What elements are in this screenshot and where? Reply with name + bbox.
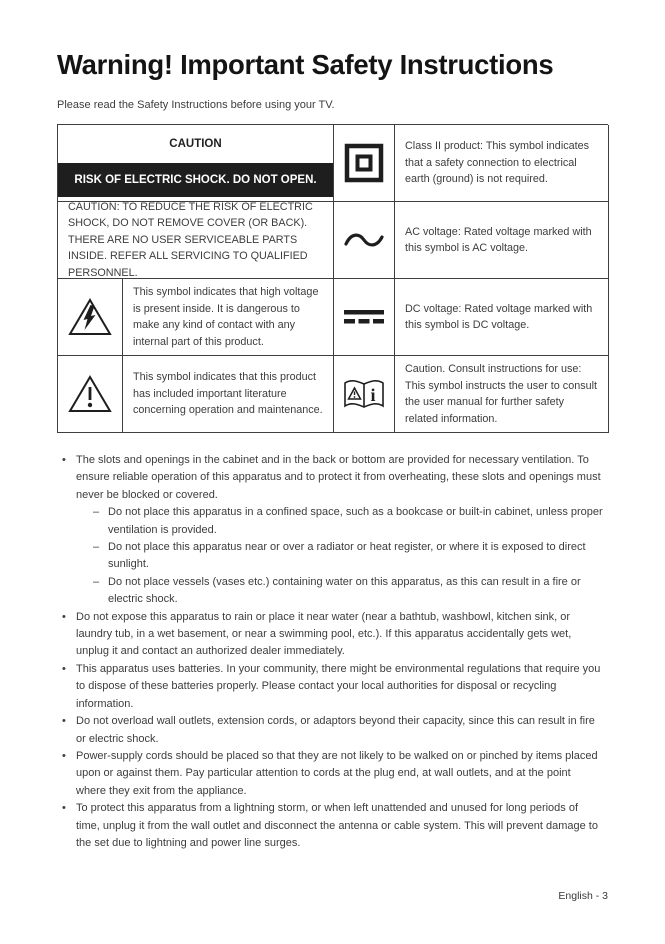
bullet-marker: • bbox=[62, 749, 66, 762]
list-item bbox=[62, 452, 603, 504]
dc-voltage-symbol-cell bbox=[334, 279, 395, 356]
list-item bbox=[62, 713, 603, 748]
high-voltage-text: This symbol indicates that high voltage is present inside. It is dangerous to make any kind of contact with any internal part of this product. bbox=[133, 286, 319, 348]
list-item-text: To protect this apparatus from a lightning storm, or when left unattended and unused for long periods of time, unplug it from the wall outlet and disconnect the antenna or cable system. This will prevent damage to the set due to lightning and power line surges. bbox=[76, 802, 598, 849]
page-subtitle: Please read the Safety Instructions before using your TV. bbox=[57, 99, 335, 111]
consult-instructions-book-icon bbox=[343, 376, 385, 412]
page-title: Warning! Important Safety Instructions bbox=[57, 49, 554, 80]
dash-marker: – bbox=[93, 541, 100, 554]
consult-instructions-text: Caution. Consult instructions for use: This symbol instructs the user to consult the user manual for further safety related information. bbox=[405, 363, 598, 425]
list-item-text: Do not overload wall outlets, extension cords, or adaptors beyond their capacity, since this can result in fire or electric shock. bbox=[76, 715, 595, 745]
bullet-marker: • bbox=[62, 802, 66, 815]
ac-voltage-sine-icon bbox=[343, 230, 385, 250]
exclamation-triangle-icon bbox=[67, 373, 113, 415]
high-voltage-triangle-icon bbox=[67, 296, 113, 338]
bullet-marker: • bbox=[62, 662, 66, 675]
list-item-text: Power-supply cords should be placed so that they are not likely to be walked on or pinched by items placed upon or against them. Pay particular attention to cords at the plug end, at wall outlets, and at the point where they exit from the appliance. bbox=[76, 749, 598, 797]
bullet-marker: • bbox=[62, 715, 66, 728]
class-ii-text-cell bbox=[395, 125, 609, 202]
sub-list-item-text: Do not place this apparatus near or over a radiator or heat register, or where it is exposed to direct sunlight. bbox=[108, 541, 586, 571]
dash-marker: – bbox=[93, 575, 100, 588]
safety-symbol-table bbox=[57, 124, 608, 433]
caution-header-cell bbox=[58, 125, 334, 202]
ac-voltage-text: AC voltage: Rated voltage marked with this symbol is AC voltage. bbox=[405, 225, 592, 254]
safety-instructions-list bbox=[57, 452, 603, 852]
svg-text:i: i bbox=[370, 385, 376, 405]
bullet-marker: • bbox=[62, 610, 66, 623]
caution-title: CAUTION bbox=[169, 138, 222, 150]
page-number: English - 3 bbox=[558, 890, 608, 902]
caution-note-cell bbox=[58, 202, 334, 279]
bullet-marker: • bbox=[62, 454, 66, 466]
list-item bbox=[62, 748, 603, 800]
important-literature-symbol-cell bbox=[58, 356, 123, 433]
consult-instructions-symbol-cell bbox=[334, 356, 395, 433]
list-item-text: The slots and openings in the cabinet and in the back or bottom are provided for necessary ventilation. To ensure reliable operation of this apparatus and to protect it from overheating, these slots and openings must never be blocked or covered. bbox=[76, 454, 601, 501]
list-item bbox=[62, 661, 603, 713]
list-item-text: Do not expose this apparatus to rain or place it near water (near a bathtub, washbowl, kitchen sink, or laundry tub, in a wet basement, or near a swimming pool, etc.). If this apparatus accidentally gets wet, unplug it and contact an authorized dealer immediately. bbox=[76, 610, 572, 658]
class-ii-text: Class II product: This symbol indicates that a safety connection to electrical earth (ground) is not required. bbox=[405, 140, 590, 186]
sub-list-item-text: Do not place vessels (vases etc.) containing water on this apparatus, as this can result in a fire or electric shock. bbox=[108, 575, 581, 606]
risk-banner: RISK OF ELECTRIC SHOCK. DO NOT OPEN. bbox=[58, 163, 333, 197]
dash-marker: – bbox=[93, 506, 100, 519]
important-literature-text: This symbol indicates that this product has included important literature concerning operation and maintenance. bbox=[133, 371, 323, 417]
sub-list-item-text: Do not place this apparatus in a confined space, such as a bookcase or built-in cabinet, unless proper ventilation is provided. bbox=[108, 506, 603, 536]
dc-voltage-text: DC voltage: Rated voltage marked with this symbol is DC voltage. bbox=[405, 302, 593, 331]
dc-voltage-icon bbox=[344, 309, 384, 325]
class-ii-symbol-cell bbox=[334, 125, 395, 202]
caution-note-text: CAUTION: TO REDUCE THE RISK OF ELECTRIC SHOCK, DO NOT REMOVE COVER (OR BACK). THERE ARE NO USER SERVICEABLE PARTS INSIDE. REFER ALL SERVICING TO QUALIFIED PERSONNEL. bbox=[68, 202, 313, 279]
high-voltage-symbol-cell bbox=[58, 279, 123, 356]
sub-list-item bbox=[93, 539, 603, 574]
class-ii-double-square-icon bbox=[344, 143, 384, 183]
list-item bbox=[62, 609, 603, 661]
list-item-text: This apparatus uses batteries. In your community, there might be environmental regulations that require you to dispose of these batteries properly. Please contact your local authorities for disposal or recycling information. bbox=[76, 662, 601, 710]
dc-voltage-text-cell bbox=[395, 279, 609, 356]
ac-voltage-symbol-cell bbox=[334, 202, 395, 279]
sub-list-item bbox=[93, 504, 603, 539]
high-voltage-text-cell bbox=[123, 279, 334, 356]
sub-list-item bbox=[93, 574, 603, 609]
consult-instructions-text-cell bbox=[395, 356, 609, 433]
ac-voltage-text-cell bbox=[395, 202, 609, 279]
important-literature-text-cell bbox=[123, 356, 334, 433]
list-item bbox=[62, 800, 603, 852]
